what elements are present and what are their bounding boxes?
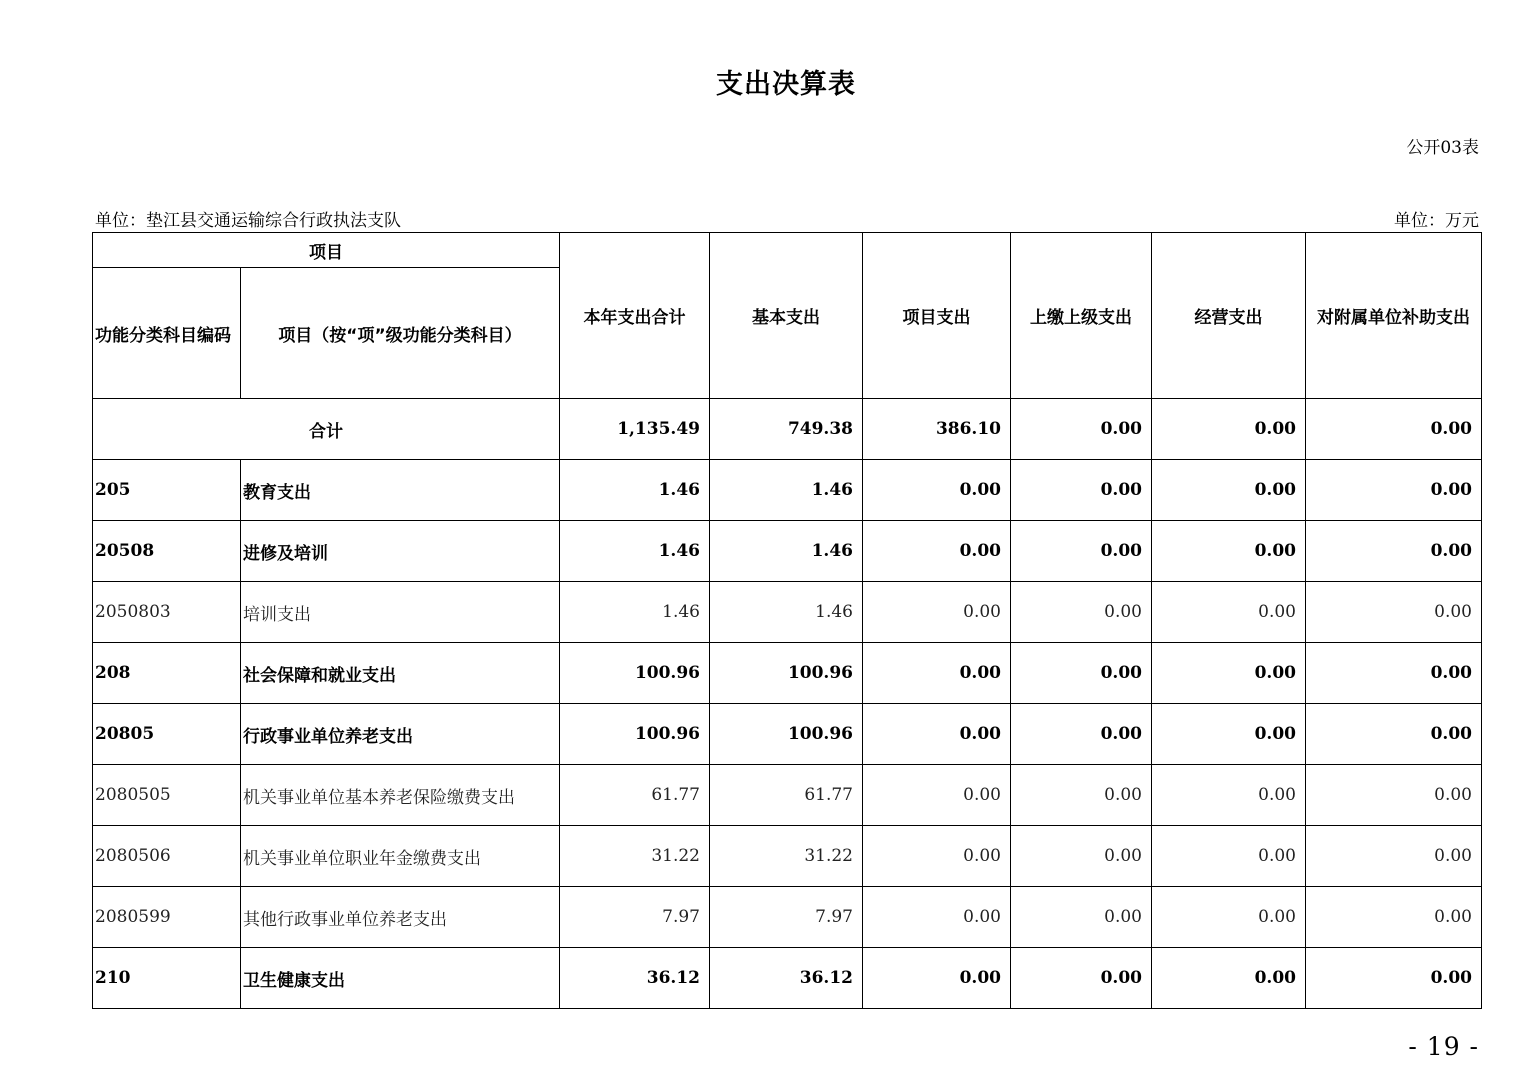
code-cell: 2080599 — [93, 887, 241, 948]
value-cell: 1.46 — [710, 521, 863, 582]
value-cell: 0.00 — [1152, 582, 1306, 643]
value-cell: 1.46 — [560, 582, 710, 643]
value-cell: 7.97 — [710, 887, 863, 948]
header-row-1 — [93, 233, 1482, 268]
total-cell: 0.00 — [1011, 399, 1152, 460]
value-cell: 0.00 — [1306, 582, 1482, 643]
value-cell: 0.00 — [1011, 521, 1152, 582]
value-cell: 1.46 — [560, 460, 710, 521]
value-cell: 31.22 — [560, 826, 710, 887]
value-cell: 0.00 — [1306, 948, 1482, 1009]
value-cell: 0.00 — [1306, 521, 1482, 582]
code-cell: 20805 — [93, 704, 241, 765]
header-name: 项目（按“项”级功能分类科目） — [241, 268, 560, 399]
value-cell: 0.00 — [863, 826, 1011, 887]
header-upper: 上缴上级支出 — [1011, 233, 1152, 399]
value-cell: 0.00 — [1011, 643, 1152, 704]
header-project: 项目支出 — [863, 233, 1011, 399]
table-row — [93, 460, 1482, 521]
value-cell: 0.00 — [863, 521, 1011, 582]
table-row — [93, 765, 1482, 826]
name-cell: 社会保障和就业支出 — [241, 643, 560, 704]
table-row — [93, 643, 1482, 704]
page-number: - 19 - — [1408, 1032, 1479, 1061]
value-cell: 1.46 — [710, 582, 863, 643]
value-cell: 0.00 — [1152, 887, 1306, 948]
value-cell: 1.46 — [560, 521, 710, 582]
table-row — [93, 948, 1482, 1009]
code-cell: 208 — [93, 643, 241, 704]
header-total: 本年支出合计 — [560, 233, 710, 399]
value-cell: 0.00 — [1152, 826, 1306, 887]
table-row — [93, 826, 1482, 887]
reporting-unit: 单位：垫江县交通运输综合行政执法支队 — [95, 211, 401, 231]
value-cell: 100.96 — [710, 704, 863, 765]
name-cell: 行政事业单位养老支出 — [241, 704, 560, 765]
value-cell: 0.00 — [1306, 765, 1482, 826]
table-row — [93, 521, 1482, 582]
form-number: 公开03表 — [1406, 138, 1479, 158]
value-cell: 0.00 — [1152, 948, 1306, 1009]
table-row — [93, 704, 1482, 765]
total-cell: 0.00 — [1152, 399, 1306, 460]
name-cell: 其他行政事业单位养老支出 — [241, 887, 560, 948]
expenditure-table — [92, 232, 1482, 1009]
code-cell: 2050803 — [93, 582, 241, 643]
code-cell: 210 — [93, 948, 241, 1009]
total-cell: 1,135.49 — [560, 399, 710, 460]
value-cell: 0.00 — [1011, 826, 1152, 887]
header-basic: 基本支出 — [710, 233, 863, 399]
name-cell: 教育支出 — [241, 460, 560, 521]
code-cell: 2080506 — [93, 826, 241, 887]
value-cell: 7.97 — [560, 887, 710, 948]
total-cell: 749.38 — [710, 399, 863, 460]
total-cell: 386.10 — [863, 399, 1011, 460]
value-cell: 1.46 — [710, 460, 863, 521]
header-project-group: 项目 — [93, 233, 560, 268]
name-cell: 卫生健康支出 — [241, 948, 560, 1009]
value-cell: 0.00 — [863, 704, 1011, 765]
value-cell: 0.00 — [1011, 704, 1152, 765]
value-cell: 100.96 — [560, 704, 710, 765]
name-cell: 机关事业单位职业年金缴费支出 — [241, 826, 560, 887]
value-cell: 61.77 — [710, 765, 863, 826]
value-cell: 0.00 — [863, 460, 1011, 521]
value-cell: 0.00 — [863, 948, 1011, 1009]
code-cell: 205 — [93, 460, 241, 521]
value-cell: 0.00 — [863, 887, 1011, 948]
total-row — [93, 399, 1482, 460]
value-cell: 0.00 — [1306, 887, 1482, 948]
value-cell: 0.00 — [1306, 643, 1482, 704]
name-cell: 进修及培训 — [241, 521, 560, 582]
value-cell: 36.12 — [710, 948, 863, 1009]
code-cell: 2080505 — [93, 765, 241, 826]
value-cell: 0.00 — [1306, 460, 1482, 521]
value-cell: 0.00 — [1152, 765, 1306, 826]
name-cell: 培训支出 — [241, 582, 560, 643]
total-label: 合计 — [93, 399, 560, 460]
value-cell: 0.00 — [863, 765, 1011, 826]
total-cell: 0.00 — [1306, 399, 1482, 460]
header-code: 功能分类科目编码 — [93, 268, 241, 399]
code-cell: 20508 — [93, 521, 241, 582]
value-cell: 0.00 — [1306, 826, 1482, 887]
value-cell: 0.00 — [1152, 704, 1306, 765]
value-cell: 0.00 — [863, 582, 1011, 643]
value-cell: 0.00 — [1011, 460, 1152, 521]
currency-unit: 单位：万元 — [1394, 211, 1479, 231]
value-cell: 0.00 — [1011, 948, 1152, 1009]
table-row — [93, 887, 1482, 948]
header-subsidy: 对附属单位补助支出 — [1306, 233, 1482, 399]
table-row — [93, 582, 1482, 643]
value-cell: 0.00 — [863, 643, 1011, 704]
value-cell: 0.00 — [1306, 704, 1482, 765]
value-cell: 31.22 — [710, 826, 863, 887]
value-cell: 36.12 — [560, 948, 710, 1009]
header-business: 经营支出 — [1152, 233, 1306, 399]
page-title: 支出决算表 — [716, 69, 856, 100]
value-cell: 61.77 — [560, 765, 710, 826]
value-cell: 0.00 — [1011, 582, 1152, 643]
value-cell: 0.00 — [1152, 460, 1306, 521]
value-cell: 100.96 — [710, 643, 863, 704]
value-cell: 100.96 — [560, 643, 710, 704]
name-cell: 机关事业单位基本养老保险缴费支出 — [241, 765, 560, 826]
value-cell: 0.00 — [1011, 887, 1152, 948]
value-cell: 0.00 — [1152, 521, 1306, 582]
value-cell: 0.00 — [1011, 765, 1152, 826]
value-cell: 0.00 — [1152, 643, 1306, 704]
